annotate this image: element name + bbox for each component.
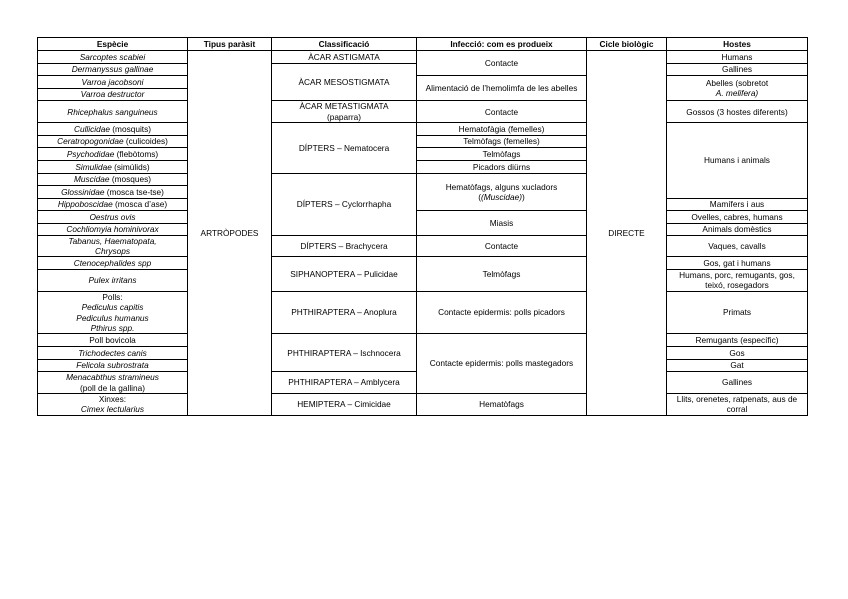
infeccio-cell: Hematofàgia (femelles) <box>417 123 587 136</box>
species-cell: Ctenocephalides spp <box>38 257 188 270</box>
species-cell: Trichodectes canis <box>38 346 188 359</box>
classif-cell: ÀCAR MESOSTIGMATA <box>272 63 417 101</box>
species-cell: Cochliomyia hominivorax <box>38 223 188 235</box>
classif-cell: PHTHIRAPTERA – Ischnocera <box>272 334 417 372</box>
infeccio-cell: Contacte <box>417 51 587 76</box>
hostes-cell: Gos <box>667 346 808 359</box>
header-tipus: Tipus paràsit <box>188 38 272 51</box>
infeccio-cell: Telmòfags <box>417 257 587 291</box>
classif-cell: ÀCAR ASTIGMATA <box>272 51 417 64</box>
infeccio-cell: Telmòfags (femelles) <box>417 135 587 148</box>
infeccio-cell: Contacte epidermis: polls mastegadors <box>417 334 587 394</box>
classif-cell: PHTHIRAPTERA – Anoplura <box>272 291 417 334</box>
species-cell: Varroa destructor <box>38 88 188 101</box>
classif-cell: DÍPTERS – Nematocera <box>272 123 417 173</box>
species-cell: Glossinidae (mosca tse-tse) <box>38 186 188 199</box>
species-cell: Xinxes: Cimex lectularius <box>38 393 188 415</box>
classif-cell: HEMIPTERA – Cimicidae <box>272 393 417 415</box>
hostes-cell: Gallines <box>667 63 808 76</box>
hostes-cell: Humans, porc, remugants, gos, teixó, rosegadors <box>667 269 808 291</box>
header-cicle: Cicle biològic <box>587 38 667 51</box>
species-cell: Poll bovicola <box>38 334 188 347</box>
species-cell: Polls: Pediculus capitis Pediculus humanus Pthirus spp. <box>38 291 188 334</box>
infeccio-cell: Miasis <box>417 211 587 235</box>
species-cell: Hippoboscidae (mosca d’ase) <box>38 198 188 211</box>
species-cell: Muscidae (mosques) <box>38 173 188 186</box>
parasite-table <box>37 37 808 416</box>
hostes-cell: Primats <box>667 291 808 334</box>
infeccio-cell: Telmòfags <box>417 148 587 161</box>
species-cell: Oestrus ovis <box>38 211 188 224</box>
hostes-cell: Gat <box>667 359 808 372</box>
hostes-cell: Mamífers i aus <box>667 198 808 211</box>
header-hostes: Hostes <box>667 38 808 51</box>
hostes-cell: Ovelles, cabres, humans <box>667 211 808 224</box>
header-row <box>38 38 808 51</box>
hostes-cell: Remugants (específic) <box>667 334 808 347</box>
species-cell: Sarcoptes scabiei <box>38 51 188 64</box>
species-cell: Tabanus, Haematopata, Chrysops <box>38 235 188 257</box>
species-cell: Cullicidae (mosquits) <box>38 123 188 136</box>
species-cell: Menacabthus stramineus (poll de la gallina) <box>38 372 188 394</box>
classif-cell: PHTHIRAPTERA – Amblycera <box>272 372 417 394</box>
species-cell: Rhicephalus sanguineus <box>38 101 188 123</box>
infeccio-cell: Hematòfags <box>417 393 587 415</box>
hostes-cell: Abelles (sobretot A. melifera) <box>667 76 808 101</box>
hostes-cell: Humans i animals <box>667 123 808 199</box>
infeccio-cell: Contacte <box>417 101 587 123</box>
species-cell: Varroa jacobsoni <box>38 76 188 89</box>
cicle-cell: DIRECTE <box>587 51 667 416</box>
classif-cell: DÍPTERS – Brachycera <box>272 235 417 257</box>
species-cell: Felicola subrostrata <box>38 359 188 372</box>
infeccio-cell: Contacte epidermis: polls picadors <box>417 291 587 334</box>
classif-cell: ÀCAR METASTIGMATA (paparra) <box>272 101 417 123</box>
header-infeccio: Infecció: com es produeix <box>417 38 587 51</box>
infeccio-cell: Picadors diürns <box>417 160 587 173</box>
hostes-cell: Animals domèstics <box>667 223 808 235</box>
classif-cell: SIPHANOPTERA – Pulicidae <box>272 257 417 291</box>
hostes-cell: Gossos (3 hostes diferents) <box>667 101 808 123</box>
hostes-cell: Gallines <box>667 372 808 394</box>
hostes-cell: Llits, orenetes, ratpenats, aus de corral <box>667 393 808 415</box>
species-cell: Pulex irritans <box>38 269 188 291</box>
species-cell: Psychodidae (flebòtoms) <box>38 148 188 161</box>
classif-cell: DÍPTERS – Cyclorrhapha <box>272 173 417 235</box>
header-classificacio: Classificació <box>272 38 417 51</box>
species-cell: Ceratropogonidae (culicoides) <box>38 135 188 148</box>
hostes-cell: Gos, gat i humans <box>667 257 808 270</box>
header-especie: Espècie <box>38 38 188 51</box>
species-cell: Simulidae (simúlids) <box>38 160 188 173</box>
infeccio-cell: Hematòfags, alguns xucladors ((Muscidae)) <box>417 173 587 211</box>
infeccio-cell: Alimentació de l’hemolimfa de les abelles <box>417 76 587 101</box>
species-cell: Dermanyssus gallinae <box>38 63 188 76</box>
infeccio-cell: Contacte <box>417 235 587 257</box>
tipus-cell: ARTRÒPODES <box>188 51 272 416</box>
hostes-cell: Humans <box>667 51 808 64</box>
hostes-cell: Vaques, cavalls <box>667 235 808 257</box>
